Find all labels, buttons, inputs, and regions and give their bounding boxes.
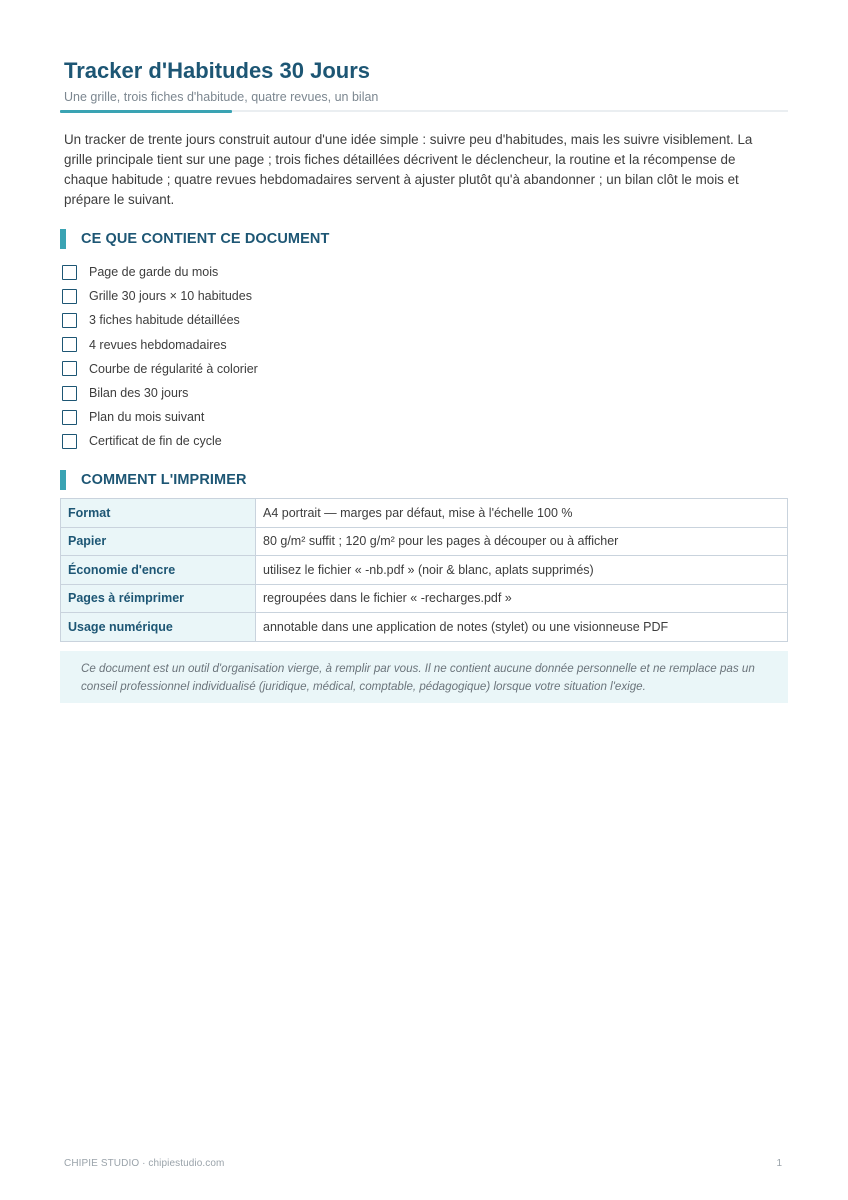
table-value: utilisez le fichier « -nb.pdf » (noir & blanc, aplats supprimés) — [256, 556, 788, 585]
intro-paragraph: Un tracker de trente jours construit autour d'une idée simple : suivre peu d'habitudes, mais les suivre visiblement. La grille principale tient sur une page ; trois fiches détaillées décrivent le déclencheur, la routine et la récompense de chaque habitude ; quatre revues hebdomadaires servent à ajuster plutôt qu'à abandonner ; un bilan clôt le mois et prépare le suivant. — [64, 132, 753, 207]
header-divider-accent — [60, 110, 232, 113]
checklist-item-label: Plan du mois suivant — [89, 410, 205, 425]
table-key: Format — [61, 499, 256, 528]
footer-brand: CHIPIE STUDIO · chipiestudio.com — [64, 1158, 225, 1169]
checklist-item-label: 4 revues hebdomadaires — [89, 337, 227, 352]
checkbox[interactable] — [62, 265, 77, 280]
checkbox[interactable] — [62, 361, 77, 376]
document-header — [64, 58, 788, 105]
checklist-item-label: Bilan des 30 jours — [89, 386, 189, 401]
table-row — [61, 527, 788, 556]
table-key: Pages à réimprimer — [61, 584, 256, 613]
table-key: Papier — [61, 527, 256, 556]
page-subtitle: Une grille, trois fiches d'habitude, quatre revues, un bilan — [64, 90, 379, 104]
checklist-item — [62, 333, 462, 357]
table-row — [61, 499, 788, 528]
checklist-item-label: Page de garde du mois — [89, 265, 219, 280]
table-row — [61, 613, 788, 642]
checkbox[interactable] — [62, 434, 77, 449]
table-key: Usage numérique — [61, 613, 256, 642]
contents-heading: CE QUE CONTIENT CE DOCUMENT — [60, 229, 329, 249]
checkbox[interactable] — [62, 289, 77, 304]
checklist-item-label: Certificat de fin de cycle — [89, 434, 222, 449]
printing-heading: COMMENT L'IMPRIMER — [60, 470, 247, 490]
checklist-item — [62, 429, 462, 453]
checklist-item-label: Grille 30 jours × 10 habitudes — [89, 289, 252, 304]
printing-table — [60, 498, 788, 642]
contents-checklist — [62, 260, 462, 454]
checklist-item — [62, 405, 462, 429]
checklist-item — [62, 260, 462, 284]
checkbox[interactable] — [62, 337, 77, 352]
table-value: annotable dans une application de notes (stylet) ou une visionneuse PDF — [256, 613, 788, 642]
checklist-item — [62, 308, 462, 332]
table-value: 80 g/m² suffit ; 120 g/m² pour les pages à découper ou à afficher — [256, 527, 788, 556]
page-number: 1 — [776, 1158, 782, 1169]
page-title: Tracker d'Habitudes 30 Jours — [64, 58, 371, 83]
checkbox[interactable] — [62, 410, 77, 425]
table-row — [61, 584, 788, 613]
checkbox[interactable] — [62, 313, 77, 328]
checklist-item — [62, 357, 462, 381]
checklist-item-label: 3 fiches habitude détaillées — [89, 313, 240, 328]
checklist-item — [62, 381, 462, 405]
checklist-item-label: Courbe de régularité à colorier — [89, 361, 258, 376]
checklist-item — [62, 284, 462, 308]
checkbox[interactable] — [62, 386, 77, 401]
table-value: regroupées dans le fichier « -recharges.pdf » — [256, 584, 788, 613]
table-value: A4 portrait — marges par défaut, mise à l'échelle 100 % — [256, 499, 788, 528]
disclaimer-note: Ce document est un outil d'organisation vierge, à remplir par vous. Il ne contient aucune donnée personnelle et ne remplace pas un conseil professionnel individualisé (juridique, médical, comptable, pédagogique) lorsque votre situation l'exige. — [60, 651, 788, 703]
table-key: Économie d'encre — [61, 556, 256, 585]
table-row — [61, 556, 788, 585]
